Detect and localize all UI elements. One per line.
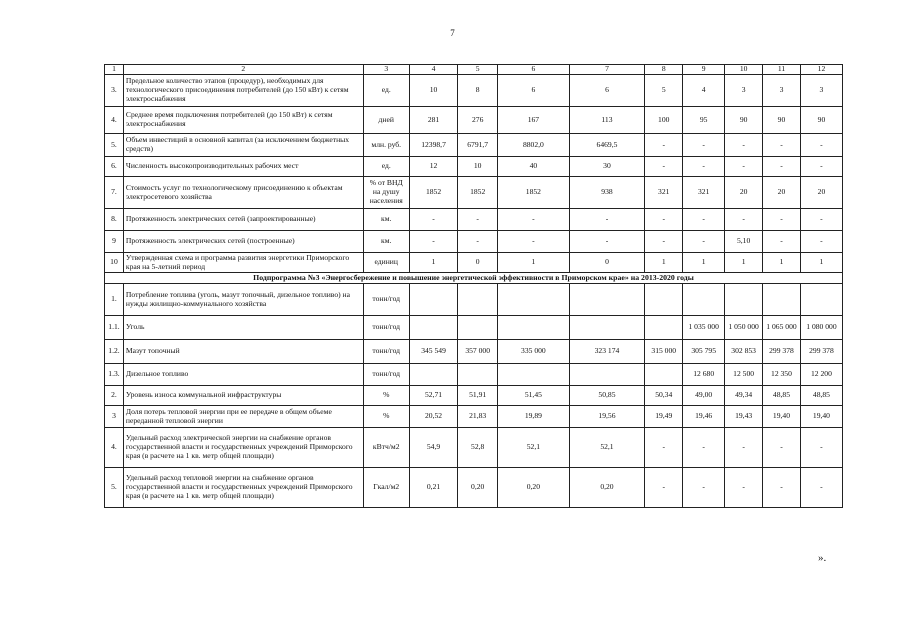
header-cell: 8 xyxy=(645,65,683,75)
indicator-name: Предельное количество этапов (процедур), необходимых для технологического присоединения потребителей (до 150 кВт) к сетям электроснабжения xyxy=(123,75,363,107)
value-cell: 52,1 xyxy=(498,428,569,468)
value-cell: 299 378 xyxy=(800,340,842,364)
value-cell: 48,85 xyxy=(763,386,801,406)
value-cell: 51,45 xyxy=(498,386,569,406)
row-number: 8. xyxy=(105,209,124,231)
value-cell: - xyxy=(683,209,725,231)
value-cell: 276 xyxy=(458,107,498,134)
unit-cell: кВтч/м2 xyxy=(363,428,409,468)
table-row xyxy=(105,157,843,177)
table-row xyxy=(105,253,843,273)
value-cell: 19,49 xyxy=(645,406,683,428)
value-cell: 3 xyxy=(763,75,801,107)
value-cell: 3 xyxy=(800,75,842,107)
header-cell: 5 xyxy=(458,65,498,75)
value-cell xyxy=(569,364,645,386)
value-cell xyxy=(645,364,683,386)
value-cell xyxy=(569,316,645,340)
value-cell: 1 xyxy=(725,253,763,273)
unit-cell: тонн/год xyxy=(363,364,409,386)
table-body xyxy=(105,65,843,508)
value-cell: 302 853 xyxy=(725,340,763,364)
value-cell: 100 xyxy=(645,107,683,134)
value-cell: - xyxy=(800,428,842,468)
value-cell: 20 xyxy=(725,177,763,209)
table-row xyxy=(105,364,843,386)
value-cell: 1 050 000 xyxy=(725,316,763,340)
header-cell: 3 xyxy=(363,65,409,75)
value-cell: - xyxy=(645,428,683,468)
value-cell: 6 xyxy=(498,75,569,107)
closing-mark: ». xyxy=(818,552,827,564)
value-cell: 52,71 xyxy=(409,386,457,406)
value-cell: 19,40 xyxy=(763,406,801,428)
indicator-name: Утвержденная схема и программа развития энергетики Приморского края на 5-летний период xyxy=(123,253,363,273)
value-cell xyxy=(569,284,645,316)
unit-cell: Гкал/м2 xyxy=(363,468,409,508)
value-cell: 1 xyxy=(763,253,801,273)
table-row xyxy=(105,107,843,134)
indicator-name: Объем инвестиций в основной капитал (за исключением бюджетных средств) xyxy=(123,134,363,157)
subprogram-title: Подпрограмма №3 «Энергосбережение и повышение энергетической эффективности в Приморском крае» на 2013-2020 годы xyxy=(105,273,843,284)
table-row xyxy=(105,428,843,468)
value-cell: - xyxy=(800,134,842,157)
unit-cell: ед. xyxy=(363,75,409,107)
unit-cell: % xyxy=(363,386,409,406)
table-row xyxy=(105,231,843,253)
value-cell: 12 350 xyxy=(763,364,801,386)
value-cell: 1 065 000 xyxy=(763,316,801,340)
table-row xyxy=(105,406,843,428)
value-cell: 12 500 xyxy=(725,364,763,386)
indicator-name: Доля потерь тепловой энергии при ее передаче в общем объеме переданной тепловой энергии xyxy=(123,406,363,428)
row-number: 9 xyxy=(105,231,124,253)
value-cell: - xyxy=(763,157,801,177)
value-cell: 20 xyxy=(763,177,801,209)
value-cell: 95 xyxy=(683,107,725,134)
row-number: 2. xyxy=(105,386,124,406)
value-cell: - xyxy=(645,157,683,177)
value-cell: - xyxy=(725,468,763,508)
row-number: 7. xyxy=(105,177,124,209)
value-cell: - xyxy=(725,428,763,468)
table-row xyxy=(105,468,843,508)
value-cell: 19,40 xyxy=(800,406,842,428)
unit-cell: ед. xyxy=(363,157,409,177)
value-cell: - xyxy=(725,134,763,157)
unit-cell: млн. руб. xyxy=(363,134,409,157)
unit-cell: км. xyxy=(363,231,409,253)
value-cell: 0 xyxy=(569,253,645,273)
subprogram-row xyxy=(105,273,843,284)
value-cell: 0,20 xyxy=(458,468,498,508)
value-cell: 1 xyxy=(498,253,569,273)
value-cell: 321 xyxy=(683,177,725,209)
value-cell: 90 xyxy=(763,107,801,134)
value-cell: 12 xyxy=(409,157,457,177)
indicator-name: Дизельное топливо xyxy=(123,364,363,386)
value-cell: - xyxy=(800,157,842,177)
row-number: 10 xyxy=(105,253,124,273)
value-cell: 12 680 xyxy=(683,364,725,386)
value-cell: 113 xyxy=(569,107,645,134)
header-cell: 7 xyxy=(569,65,645,75)
value-cell: 6 xyxy=(569,75,645,107)
header-cell: 12 xyxy=(800,65,842,75)
value-cell xyxy=(763,284,801,316)
value-cell: - xyxy=(409,231,457,253)
value-cell: 48,85 xyxy=(800,386,842,406)
unit-cell: км. xyxy=(363,209,409,231)
value-cell: 49,34 xyxy=(725,386,763,406)
value-cell xyxy=(409,284,457,316)
value-cell: 90 xyxy=(800,107,842,134)
indicator-name: Среднее время подключения потребителей (до 150 кВт) к сетям электроснабжения xyxy=(123,107,363,134)
header-cell: 2 xyxy=(123,65,363,75)
row-number: 5. xyxy=(105,134,124,157)
value-cell: 0,21 xyxy=(409,468,457,508)
value-cell: - xyxy=(569,209,645,231)
value-cell: 1 xyxy=(683,253,725,273)
table-row xyxy=(105,284,843,316)
value-cell: 40 xyxy=(498,157,569,177)
value-cell: - xyxy=(800,468,842,508)
value-cell: 305 795 xyxy=(683,340,725,364)
value-cell: - xyxy=(683,231,725,253)
value-cell: 1852 xyxy=(498,177,569,209)
value-cell xyxy=(458,364,498,386)
indicator-name: Протяженность электрических сетей (запроектированные) xyxy=(123,209,363,231)
table-row xyxy=(105,209,843,231)
value-cell: 6791,7 xyxy=(458,134,498,157)
table-row xyxy=(105,340,843,364)
value-cell xyxy=(498,364,569,386)
value-cell: 8 xyxy=(458,75,498,107)
indicator-name: Мазут топочный xyxy=(123,340,363,364)
value-cell: - xyxy=(763,231,801,253)
header-cell: 1 xyxy=(105,65,124,75)
value-cell: 0,20 xyxy=(498,468,569,508)
value-cell: - xyxy=(725,209,763,231)
value-cell xyxy=(498,284,569,316)
value-cell: 50,85 xyxy=(569,386,645,406)
value-cell: - xyxy=(645,231,683,253)
value-cell: 299 378 xyxy=(763,340,801,364)
row-number: 1.3. xyxy=(105,364,124,386)
value-cell: 5,10 xyxy=(725,231,763,253)
unit-cell: тонн/год xyxy=(363,340,409,364)
indicator-name: Потребление топлива (уголь, мазут топочный, дизельное топливо) на нужды жилищно-коммунального хозяйства xyxy=(123,284,363,316)
header-cell: 6 xyxy=(498,65,569,75)
value-cell: 20 xyxy=(800,177,842,209)
indicator-name: Удельный расход тепловой энергии на снабжение органов государственной власти и государственных учреждений Приморского края (в расчете на 1 кв. метр общей площади) xyxy=(123,468,363,508)
value-cell: 1 xyxy=(409,253,457,273)
value-cell: - xyxy=(763,209,801,231)
value-cell: 1 xyxy=(800,253,842,273)
unit-cell: единиц xyxy=(363,253,409,273)
value-cell: 8802,0 xyxy=(498,134,569,157)
value-cell: 281 xyxy=(409,107,457,134)
unit-cell: тонн/год xyxy=(363,284,409,316)
value-cell: 19,56 xyxy=(569,406,645,428)
value-cell: - xyxy=(763,428,801,468)
value-cell: 1 035 000 xyxy=(683,316,725,340)
value-cell: 0,20 xyxy=(569,468,645,508)
value-cell: 1852 xyxy=(458,177,498,209)
value-cell: 345 549 xyxy=(409,340,457,364)
unit-cell: дней xyxy=(363,107,409,134)
value-cell: - xyxy=(683,428,725,468)
value-cell: 21,83 xyxy=(458,406,498,428)
value-cell: - xyxy=(645,134,683,157)
table-row xyxy=(105,316,843,340)
row-number: 5. xyxy=(105,468,124,508)
value-cell: - xyxy=(498,209,569,231)
header-cell: 4 xyxy=(409,65,457,75)
value-cell: - xyxy=(725,157,763,177)
value-cell: 5 xyxy=(645,75,683,107)
value-cell: 1 xyxy=(645,253,683,273)
value-cell: - xyxy=(569,231,645,253)
value-cell xyxy=(645,316,683,340)
value-cell: - xyxy=(683,468,725,508)
value-cell: - xyxy=(763,134,801,157)
value-cell: 50,34 xyxy=(645,386,683,406)
value-cell: 52,8 xyxy=(458,428,498,468)
value-cell: - xyxy=(498,231,569,253)
row-number: 6. xyxy=(105,157,124,177)
value-cell: - xyxy=(458,231,498,253)
value-cell: - xyxy=(683,157,725,177)
unit-cell: % от ВНД на душу населения xyxy=(363,177,409,209)
value-cell xyxy=(645,284,683,316)
row-number: 4. xyxy=(105,107,124,134)
value-cell: 6469,5 xyxy=(569,134,645,157)
value-cell xyxy=(800,284,842,316)
indicator-name: Удельный расход электрической энергии на снабжение органов государственной власти и государственных учреждений Приморского края (в расчете на 1 кв. метр общей площади) xyxy=(123,428,363,468)
value-cell: 54,9 xyxy=(409,428,457,468)
table-row xyxy=(105,134,843,157)
row-number: 3. xyxy=(105,75,124,107)
unit-cell: % xyxy=(363,406,409,428)
indicator-name: Стоимость услуг по технологическому присоединению к объектам электросетевого хозяйства xyxy=(123,177,363,209)
indicator-name: Протяженность электрических сетей (построенные) xyxy=(123,231,363,253)
value-cell: 19,89 xyxy=(498,406,569,428)
value-cell: - xyxy=(645,209,683,231)
table-row xyxy=(105,177,843,209)
value-cell: 3 xyxy=(725,75,763,107)
value-cell: 0 xyxy=(458,253,498,273)
value-cell: 90 xyxy=(725,107,763,134)
row-number: 1. xyxy=(105,284,124,316)
value-cell: 10 xyxy=(409,75,457,107)
value-cell: 10 xyxy=(458,157,498,177)
value-cell: - xyxy=(800,231,842,253)
page-number: 7 xyxy=(450,28,455,38)
value-cell: 12 200 xyxy=(800,364,842,386)
value-cell: 52,1 xyxy=(569,428,645,468)
value-cell xyxy=(725,284,763,316)
value-cell: - xyxy=(763,468,801,508)
value-cell: 19,46 xyxy=(683,406,725,428)
value-cell: 167 xyxy=(498,107,569,134)
value-cell: 4 xyxy=(683,75,725,107)
value-cell: 335 000 xyxy=(498,340,569,364)
value-cell: - xyxy=(800,209,842,231)
indicators-table xyxy=(104,64,843,508)
unit-cell: тонн/год xyxy=(363,316,409,340)
row-number: 1.1. xyxy=(105,316,124,340)
value-cell: 12398,7 xyxy=(409,134,457,157)
header-row xyxy=(105,65,843,75)
value-cell: 1852 xyxy=(409,177,457,209)
value-cell: - xyxy=(458,209,498,231)
indicator-name: Уровень износа коммунальной инфраструктуры xyxy=(123,386,363,406)
header-cell: 9 xyxy=(683,65,725,75)
value-cell: 19,43 xyxy=(725,406,763,428)
value-cell: 1 080 000 xyxy=(800,316,842,340)
indicator-name: Уголь xyxy=(123,316,363,340)
header-cell: 11 xyxy=(763,65,801,75)
header-cell: 10 xyxy=(725,65,763,75)
value-cell xyxy=(409,316,457,340)
value-cell: 51,91 xyxy=(458,386,498,406)
indicator-name: Численность высокопроизводительных рабочих мест xyxy=(123,157,363,177)
value-cell xyxy=(458,316,498,340)
value-cell: 30 xyxy=(569,157,645,177)
value-cell: 315 000 xyxy=(645,340,683,364)
value-cell: - xyxy=(645,468,683,508)
value-cell: 20,52 xyxy=(409,406,457,428)
table-row xyxy=(105,386,843,406)
value-cell: 323 174 xyxy=(569,340,645,364)
value-cell xyxy=(458,284,498,316)
value-cell: - xyxy=(409,209,457,231)
value-cell xyxy=(498,316,569,340)
value-cell: - xyxy=(683,134,725,157)
row-number: 4. xyxy=(105,428,124,468)
value-cell: 357 000 xyxy=(458,340,498,364)
table-row xyxy=(105,75,843,107)
value-cell xyxy=(409,364,457,386)
value-cell: 321 xyxy=(645,177,683,209)
value-cell: 938 xyxy=(569,177,645,209)
value-cell: 49,00 xyxy=(683,386,725,406)
row-number: 3 xyxy=(105,406,124,428)
value-cell xyxy=(683,284,725,316)
row-number: 1.2. xyxy=(105,340,124,364)
